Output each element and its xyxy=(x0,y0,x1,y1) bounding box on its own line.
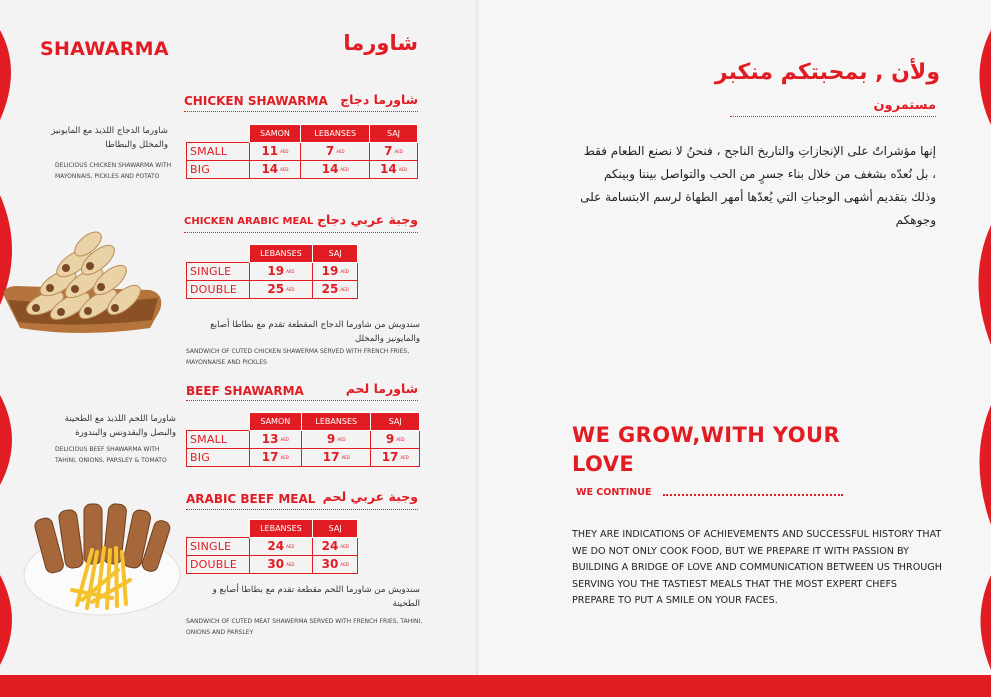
price-cell: 24 AED xyxy=(249,537,313,555)
divider xyxy=(730,116,936,117)
col-header: LEBANSES xyxy=(301,125,370,143)
divider xyxy=(184,232,418,233)
col-header: SAMON xyxy=(249,125,301,143)
right-body-ar: إنها مؤشراتٌ على الإنجازاتِ والتاريخ الناجح ، فنحنُ لا نصنع الطعام فقط ، بل نُعدّه بشغف من خلال بناء جسرٍ من الحب والتواصل بيننا وبينكم وذلك بتقديم أشهى الوجباتِ التي يُعدّها أمهر الطهاة لرسم الابتسامة على وجوهكم xyxy=(580,144,936,227)
right-edge-stripes xyxy=(946,0,991,697)
col-header: LEBANSES xyxy=(302,413,371,431)
table-row xyxy=(187,555,358,573)
table-row xyxy=(187,142,418,160)
price-cell: 14 AED xyxy=(249,160,301,178)
chicken-shawarma-title-ar: شاورما دجاج xyxy=(340,92,418,107)
price-cell: 9 AED xyxy=(302,430,371,448)
col-header: SAJ xyxy=(313,245,358,263)
beef-arabic-desc-en: SANDWICH OF CUTED MEAT SHAWERMA SERVED WITH FRENCH FRIES, TAHINI, ONIONS AND PARSLEY xyxy=(186,618,423,636)
table-row xyxy=(187,262,358,280)
page-fold xyxy=(476,0,480,697)
chicken-arabic-desc-en: SANDWICH OF CUTED CHICKEN SHAWERMA SERVED WITH FRENCH FRIES, MAYONNAISE AND PICKLES xyxy=(186,348,410,366)
price-cell: 25 AED xyxy=(313,280,358,298)
price-cell: 30 AED xyxy=(313,555,358,573)
chicken-shawarma-title: CHICKEN SHAWARMA xyxy=(184,94,328,108)
price-cell: 24 AED xyxy=(313,537,358,555)
price-cell: 25 AED xyxy=(249,280,313,298)
right-subtitle-en: WE CONTINUE xyxy=(576,487,652,498)
size-label: SINGLE xyxy=(187,262,250,280)
right-body-en: THEY ARE INDICATIONS OF ACHIEVEMENTS AND SUCCESSFUL HISTORY THAT WE DO NOT ONLY COOK FOOD, BUT WE PREPARE IT WITH PASSION BY BUILDING A BRIDGE OF LOVE AND COMMUNICATION BETWEEN US THROUGH SERVING YOU THE TASTIEST MEALS THAT THE MOST EXPERT CHEFS PREPARE TO PUT A SMILE ON YOUR FACES. xyxy=(572,529,942,606)
col-header: SAMON xyxy=(249,413,302,431)
beef-shawarma-photo xyxy=(22,490,182,620)
price-cell: 11 AED xyxy=(249,142,301,160)
price-cell: 14 AED xyxy=(301,160,370,178)
price-cell: 14 AED xyxy=(370,160,418,178)
price-cell: 17 AED xyxy=(371,448,420,466)
right-subtitle-ar: مستمرون xyxy=(873,98,936,113)
divider xyxy=(184,111,418,112)
chicken-arabic-title: CHICKEN ARABIC MEAL xyxy=(184,216,314,227)
beef-shawarma-price-table xyxy=(186,412,420,467)
beef-shawarma-desc-ar: شاورما اللحم اللذيذ مع الطحينة والبصل والبقدونس والبندورة xyxy=(64,414,176,438)
col-header: SAJ xyxy=(313,520,358,538)
divider xyxy=(186,400,418,401)
right-title-ar: ولأن , بمحبتكم منكبر xyxy=(714,60,940,85)
right-title-en-line1: WE GROW,WITH YOUR xyxy=(572,423,841,447)
size-label: SMALL xyxy=(187,142,250,160)
table-corner xyxy=(187,125,250,143)
chicken-shawarma-desc-ar: شاورما الدجاج اللذيذ مع المايونيز والمخلل والبطاطا xyxy=(51,126,168,150)
price-cell: 13 AED xyxy=(249,430,302,448)
chicken-arabic-desc-ar: سندويش من شاورما الدجاج المقطعة تقدم مع بطاطا أصابع والمايونيز والمخلل xyxy=(210,320,420,344)
chicken-shawarma-price-table xyxy=(186,124,418,179)
divider xyxy=(186,509,418,510)
price-cell: 19 AED xyxy=(313,262,358,280)
chicken-arabic-title-ar: وجبة عربي دجاج xyxy=(317,212,418,227)
page-title-ar: شاورما xyxy=(343,31,418,55)
col-header: LEBANSES xyxy=(249,245,313,263)
chicken-arabic-price-table xyxy=(186,244,358,299)
size-label: DOUBLE xyxy=(187,280,250,298)
price-cell: 17 AED xyxy=(249,448,302,466)
size-label: DOUBLE xyxy=(187,555,250,573)
chicken-shawarma-photo xyxy=(0,228,170,338)
table-corner xyxy=(187,245,250,263)
divider xyxy=(663,494,843,496)
price-cell: 30 AED xyxy=(249,555,313,573)
table-row xyxy=(187,430,420,448)
beef-shawarma-desc-en: DELICIOUS BEEF SHAWARMA WITH TAHINI, ONIONS, PARSLEY & TOMATO xyxy=(55,446,167,464)
beef-arabic-price-table xyxy=(186,519,358,574)
bottom-bar xyxy=(0,675,991,697)
page-title-en: SHAWARMA xyxy=(40,38,169,60)
price-cell: 17 AED xyxy=(302,448,371,466)
beef-arabic-title-ar: وجبة عربي لحم xyxy=(322,489,418,504)
beef-shawarma-title-ar: شاورما لحم xyxy=(345,381,418,396)
beef-shawarma-title: BEEF SHAWARMA xyxy=(186,384,304,398)
price-cell: 9 AED xyxy=(371,430,420,448)
size-label: BIG xyxy=(187,448,250,466)
size-label: BIG xyxy=(187,160,250,178)
table-row xyxy=(187,448,420,466)
col-header: LEBANSES xyxy=(249,520,313,538)
right-title-en-line2: LOVE xyxy=(572,452,635,476)
price-cell: 7 AED xyxy=(301,142,370,160)
col-header: SAJ xyxy=(370,125,418,143)
col-header: SAJ xyxy=(371,413,420,431)
size-label: SINGLE xyxy=(187,537,250,555)
table-row xyxy=(187,160,418,178)
price-cell: 19 AED xyxy=(249,262,313,280)
beef-arabic-desc-ar: سندويش من شاورما اللحم مقطعة تقدم مع بطاطا أصابع و الطحينة xyxy=(212,585,420,609)
table-corner xyxy=(187,520,250,538)
chicken-shawarma-desc-en: DELICIOUS CHICKEN SHAWARMA WITH MAYONNAIS, PICKLES AND POTATO xyxy=(55,162,172,180)
table-row xyxy=(187,280,358,298)
price-cell: 7 AED xyxy=(370,142,418,160)
size-label: SMALL xyxy=(187,430,250,448)
table-row xyxy=(187,537,358,555)
beef-arabic-title: ARABIC BEEF MEAL xyxy=(186,492,316,506)
table-corner xyxy=(187,413,250,431)
